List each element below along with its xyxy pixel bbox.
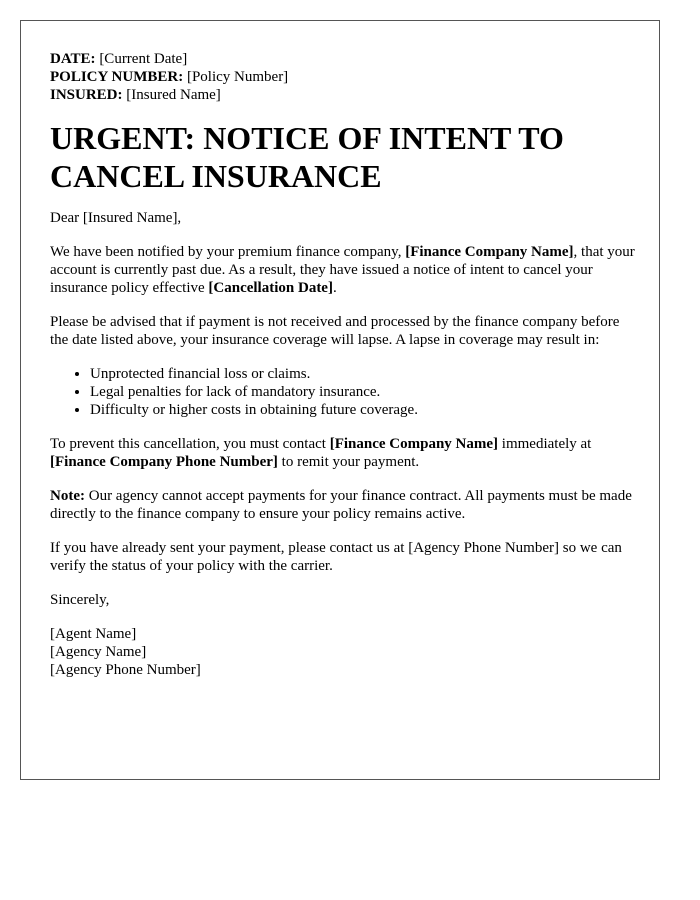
date-line xyxy=(50,50,640,68)
letter-header xyxy=(50,50,640,104)
paragraph-prevention xyxy=(50,435,640,471)
para3-text-2: immediately at xyxy=(498,436,592,452)
agency-name: [Agency Name] xyxy=(50,644,147,660)
insured-label: INSURED: xyxy=(50,87,123,103)
letter-title: URGENT: NOTICE OF INTENT TO CANCEL INSURANCE xyxy=(50,120,564,194)
para1-text-2: , that your account is currently past due. As a result, they have issued a notice of intent to cancel your insurance policy effective xyxy=(50,244,635,296)
note-label: Note: xyxy=(50,488,85,504)
para3-text-1: To prevent this cancellation, you must contact xyxy=(50,436,330,452)
salutation: Dear [Insured Name], xyxy=(50,210,182,226)
para3-finance-company: [Finance Company Name] xyxy=(329,436,499,452)
date-value: [Current Date] xyxy=(99,51,188,67)
agent-name: [Agent Name] xyxy=(50,626,137,642)
insured-value: [Insured Name] xyxy=(126,87,221,103)
policy-number-label: POLICY NUMBER: xyxy=(50,69,184,85)
para1-text-3: . xyxy=(332,280,337,296)
para1-finance-company: [Finance Company Name] xyxy=(405,244,574,260)
list-item: • Unprotected financial loss or claims. xyxy=(90,365,640,383)
list-item: • Legal penalties for lack of mandatory insurance. xyxy=(90,383,640,401)
letter-page xyxy=(20,20,660,780)
para3-text-3: to remit your payment. xyxy=(277,454,420,470)
paragraph-already-paid: If you have already sent your payment, please contact us at [Agency Phone Number] so we can verify the status of your policy with the carrier. xyxy=(50,540,622,574)
list-item: • Difficulty or higher costs in obtaining future coverage. xyxy=(90,401,640,419)
closing: Sincerely, xyxy=(50,592,110,608)
policy-number-line xyxy=(50,68,640,86)
paragraph-notification xyxy=(50,243,640,297)
agency-phone: [Agency Phone Number] xyxy=(50,662,201,678)
para1-text-1: We have been notified by your premium finance company, xyxy=(50,244,406,260)
note-text: Our agency cannot accept payments for your finance contract. All payments must be made directly to the finance company to ensure your policy remains active. xyxy=(50,488,632,522)
para3-finance-phone: [Finance Company Phone Number] xyxy=(50,454,278,470)
letter-content xyxy=(50,50,640,679)
policy-number-value: [Policy Number] xyxy=(186,69,289,85)
paragraph-note xyxy=(50,487,640,523)
para1-cancellation-date: [Cancellation Date] xyxy=(208,280,333,296)
insured-line xyxy=(50,86,640,104)
consequence-list xyxy=(50,365,640,419)
paragraph-advisory: Please be advised that if payment is not received and processed by the finance company before the date listed above, your insurance coverage will lapse. A lapse in coverage may result in: xyxy=(50,314,620,348)
date-label: DATE: xyxy=(50,51,96,67)
signature-block xyxy=(50,625,640,679)
